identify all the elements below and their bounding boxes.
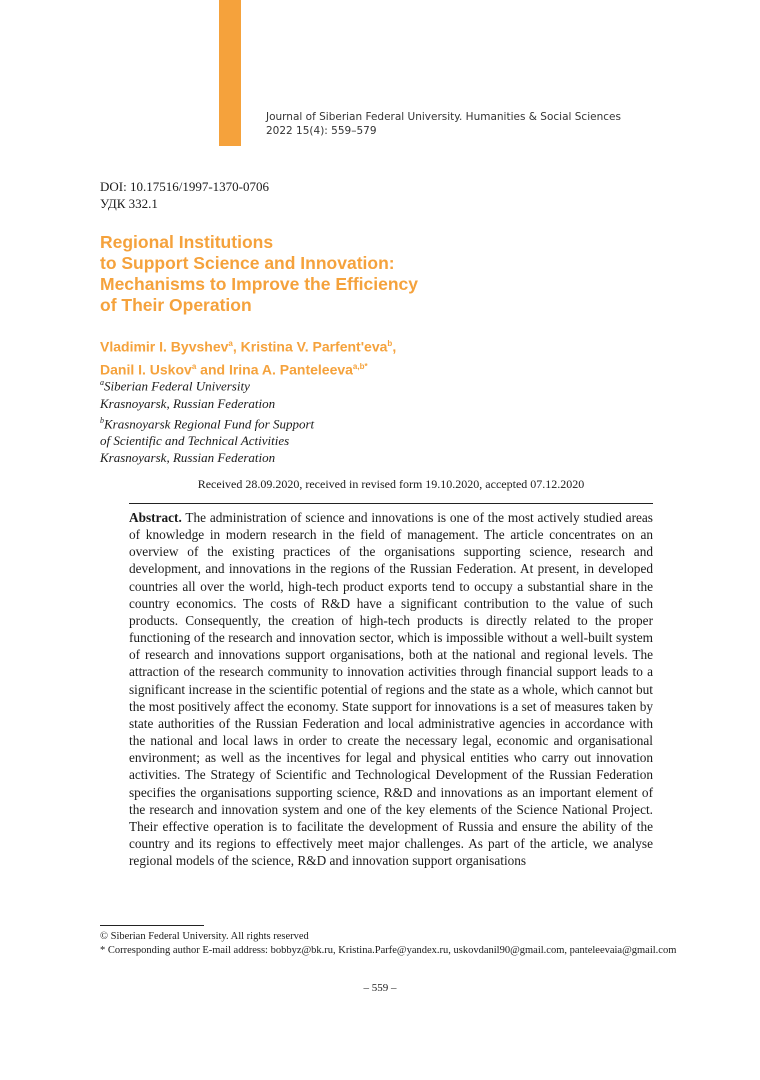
doi: DOI: 10.17516/1997-1370-0706 (100, 179, 269, 194)
author-list: Vladimir I. Byvshev$^a$, Kristina V. Parfent'eva$^b$, Danil I. Uskov$^a$ and Irina A. Panteleeva$^{a,b*}$ (100, 338, 397, 378)
author-affil-mark: a,b* (352, 361, 368, 371)
footnote-divider (100, 925, 204, 926)
journal-header (266, 110, 621, 138)
title-line: of Their Operation (100, 295, 252, 315)
abstract (129, 509, 653, 869)
article-title (100, 232, 480, 316)
affil-mark: b (100, 415, 104, 425)
abstract-divider (129, 503, 653, 504)
received-dates: Received 28.09.2020, received in revised form 19.10.2020, accepted 07.12.2020 (197, 477, 585, 491)
abstract-text: The administration of science and innovations is one of the most actively studied areas of knowledge in modern research in the field of management. The article concentrates on an overview of the existing practices of the organisations supporting science, research and development, and innovations in the regions of the Russian Federation. At present, in developed countries all over the world, high-tech product exports tend to occupy a substantial share in the country economics. The costs of R&D have a significant contribution to the value of such products. Consequently, the creation of high-tech products is directly related to the proper functioning of the research and innovation sector, which is impossible without a well-built system of research and innovations support organisations, both at the national and regional levels. The attraction of the research community to innovation activities through financial support leads to a significant increase in the scientific potential of regions and the state as a whole, which cannot but the most positively affect the economy. State support for innovations is a set of measures taken by state authorities of the Russian Federation and local administrative agencies in accordance with the national and local laws in order to create the necessary legal, economic and organisational environment; as well as the incentives for legal and physical entities who carry out innovation activities. The Strategy of Scientific and Technological Development of the Russian Federation specifies the organisations supporting science, R&D and innovations as an important element of the research and innovation system and one of the key elements of the Science National Project. Their effective operation is to facilitate the development of Russia and ensure the ability of the country and its regions to effectively meet major challenges. As part of the article, we analyse regional models of the science, R&D and innovation support organisations (129, 510, 653, 869)
journal-volume: 2022 15(4): 559–579 (266, 125, 377, 137)
affil-mark: a (100, 378, 104, 387)
title-line: Mechanisms to Improve the Efficiency (100, 274, 419, 294)
affil-line: Krasnoyarsk, Russian Federation (100, 450, 276, 466)
author-name: Irina A. Panteleeva (228, 361, 353, 378)
author-name: Vladimir I. Byvshev (100, 338, 229, 355)
title-line: to Support Science and Innovation: (100, 253, 395, 273)
journal-accent-bar (219, 0, 241, 146)
affil-line: Krasnoyarsk, Russian Federation (100, 395, 276, 411)
article-identifiers (100, 178, 269, 212)
title-line: Regional Institutions (100, 232, 274, 252)
copyright-footnote: © Siberian Federal University. All rights reserved (100, 931, 309, 942)
affil-line: of Scientific and Technical Activities (100, 433, 290, 449)
author-affil-mark: b (387, 339, 393, 348)
udk: УДК 332.1 (100, 196, 158, 211)
author-name: Kristina V. Parfent'eva (240, 338, 388, 355)
affil-line: Krasnoyarsk Regional Fund for Support (104, 416, 315, 432)
affiliations (100, 374, 314, 467)
journal-name: Journal of Siberian Federal University. Humanities & Social Sciences (266, 111, 621, 123)
author-affil-mark: a (228, 339, 233, 348)
affil-line: Siberian Federal University (104, 378, 250, 394)
author-conjunction: and (200, 361, 226, 378)
abstract-label: Abstract. (129, 510, 182, 525)
author-name: Danil I. Uskov (100, 361, 192, 378)
corresponding-author-footnote: * Corresponding author E-mail address: bobbyz@bk.ru, Kristina.Parfe@yandex.ru, uskovdanil90@gmail.com, panteleevaia@gmail.com (100, 945, 677, 956)
author-affil-mark: a (191, 361, 197, 371)
page-number: – 559 – (363, 982, 397, 994)
